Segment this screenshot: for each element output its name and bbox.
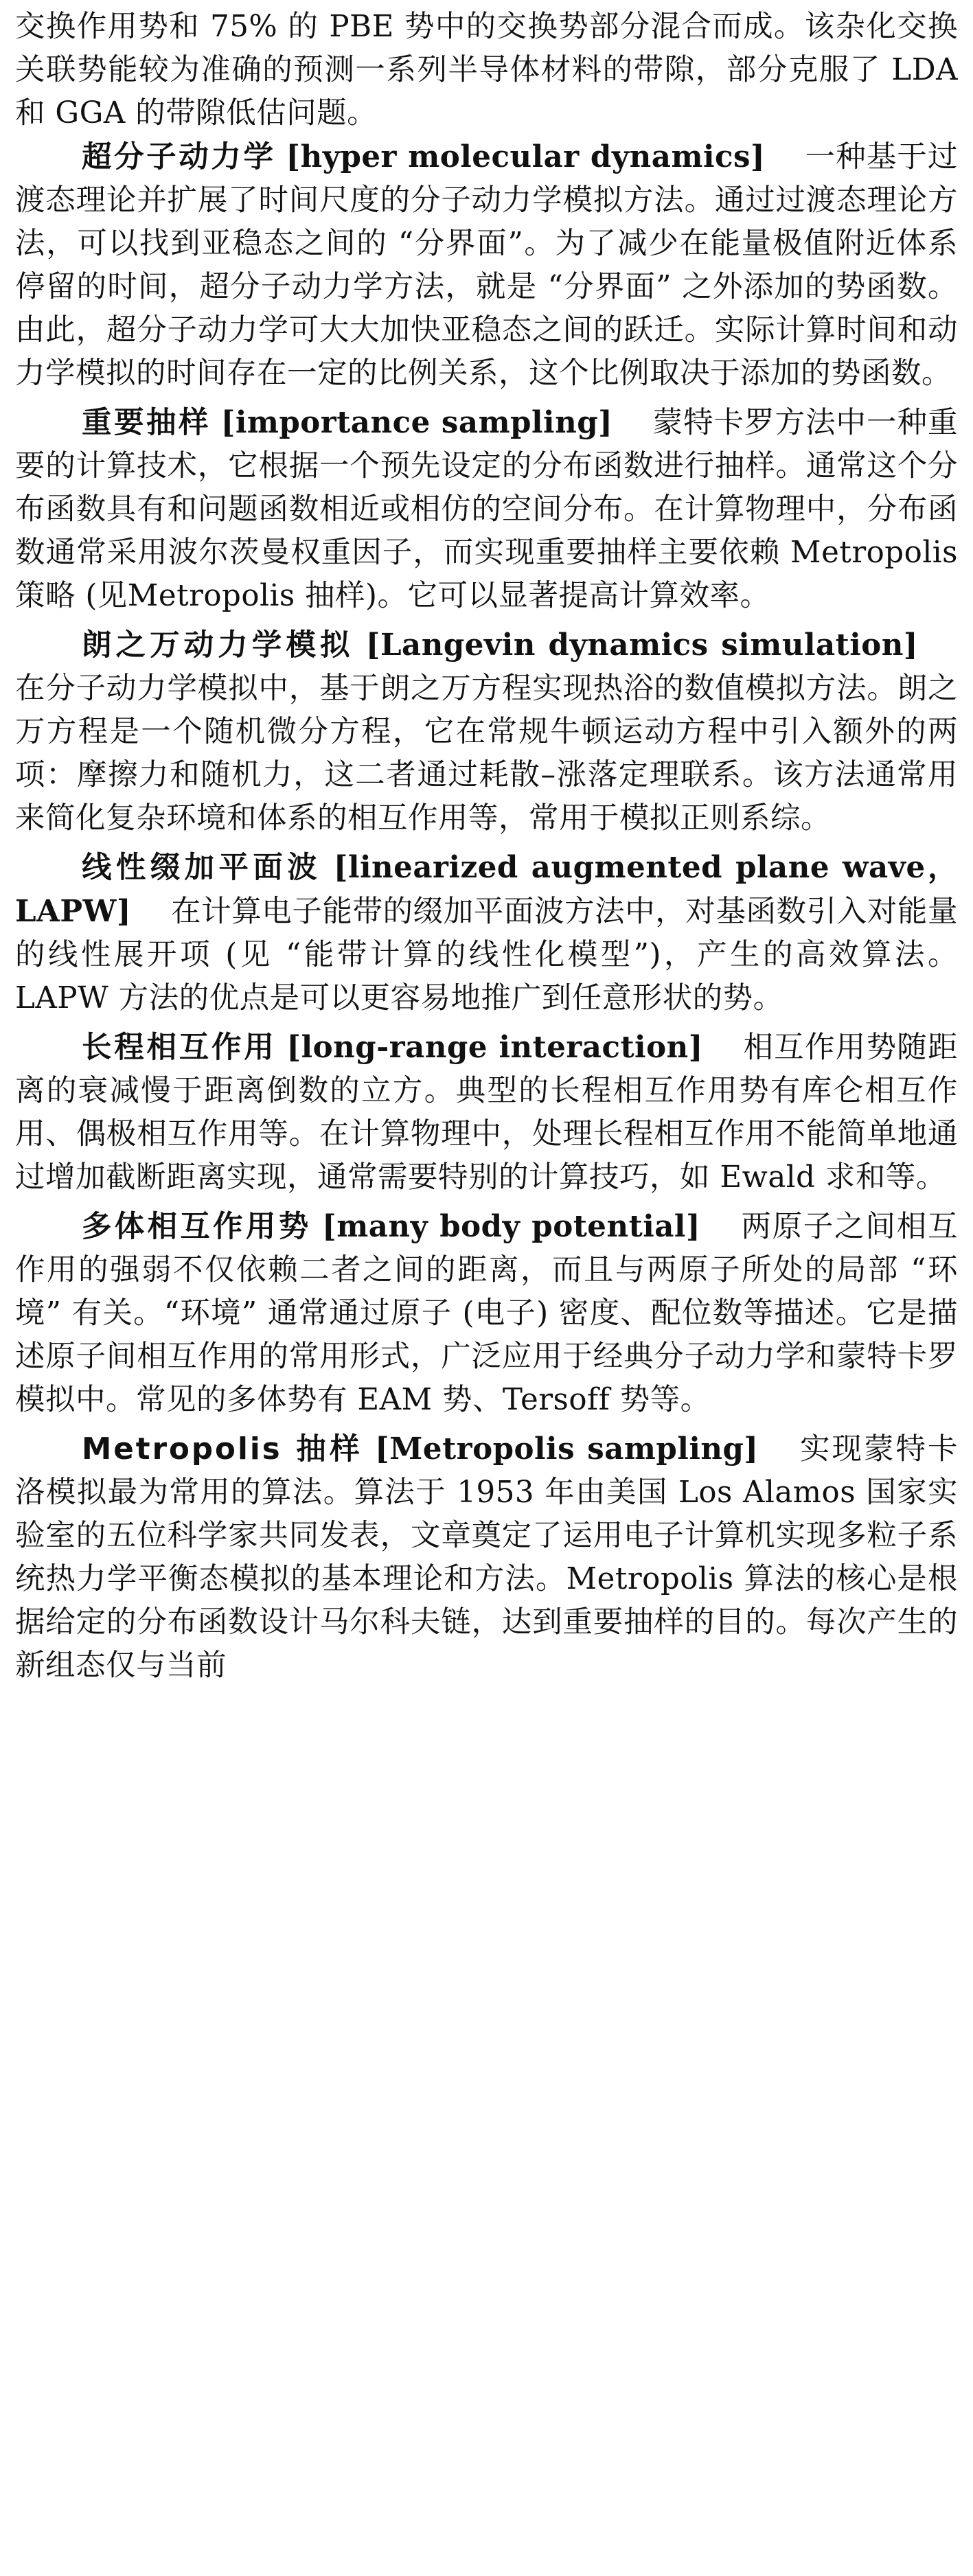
entry-term-zh: 朗之万动力学模拟 <box>82 628 354 663</box>
entry-definition: 两原子之间相互作用的强弱不仅依赖二者之间的距离，而且与两原子所处的局部 “环境” 有关。“环境” 通常通过原子 (电子) 密度、配位数等描述。它是描述原子间相互作用的常用形式，广泛应用于经典分子动力学和蒙特卡罗模拟中。常见的多体势有 EAM 势、Tersoff 势等。 <box>15 1210 959 1417</box>
entry-definition: 实现蒙特卡洛模拟最为常用的算法。算法于 1953 年由美国 Los Alamos 国家实验室的五位科学家共同发表，文章奠定了运用电子计算机实现多粒子系统热力学平衡态模拟的基本理论和方法。Metropolis 算法的核心是根据给定的分布函数设计马尔科夫链，达到重要抽样的目的。每次产生的新组态仅与当前 <box>15 1432 959 1683</box>
entry-term-zh: 线性缀加平面波 <box>82 851 322 885</box>
entry-hyper-molecular-dynamics <box>15 135 958 395</box>
entry-term-en: [importance sampling] <box>220 405 613 440</box>
entry-langevin-dynamics <box>15 623 958 840</box>
entry-definition: 在分子动力学模拟中，基于朗之万方程实现热浴的数值模拟方法。朗之万方程是一个随机微分方程，它在常规牛顿运动方程中引入额外的两项：摩擦力和随机力，这二者通过耗散–涨落定理联系。该方法通常用来简化复杂环境和体系的相互作用等，常用于模拟正则系综。 <box>15 671 958 836</box>
intro-paragraph: 交换作用势和 75% 的 PBE 势中的交换势部分混合而成。该杂化交换关联势能较为准确的预测一系列半导体材料的带隙，部分克服了 LDA 和 GGA 的带隙低估问题。 <box>15 10 958 130</box>
entry-term-en: [hyper molecular dynamics] <box>286 139 766 174</box>
entry-lapw <box>15 846 958 1020</box>
entry-term-en: [long-range interaction] <box>286 1030 703 1065</box>
entry-term-zh: 长程相互作用 <box>82 1031 277 1065</box>
entry-definition: 相互作用势随距离的衰减慢于距离倒数的立方。典型的长程相互作用势有库仑相互作用、偶极相互作用等。在计算物理中，处理长程相互作用不能简单地通过增加截断距离实现，通常需要特别的计算技巧，如 Ewald 求和等。 <box>15 1031 959 1195</box>
entry-definition: 在计算电子能带的缀加平面波方法中，对基函数引入对能量的线性展开项 (见 “能带计算的线性化模型”)，产生的高效算法。LAPW 方法的优点是可以更容易地推广到任意形状的势。 <box>15 895 958 1015</box>
entry-importance-sampling <box>15 401 958 618</box>
entry-term-zh: 多体相互作用势 <box>82 1210 312 1244</box>
entry-long-range-interaction <box>15 1026 958 1199</box>
entry-many-body-potential <box>15 1205 958 1422</box>
entry-term-en: [Metropolis sampling] <box>375 1431 759 1467</box>
entry-term-en: [Langevin dynamics simulation] <box>365 628 919 663</box>
entry-definition: 一种基于过渡态理论并扩展了时间尺度的分子动力学模拟方法。通过过渡态理论方法，可以找到亚稳态之间的 “分界面”。为了减少在能量极值附近体系停留的时间，超分子动力学方法，就是 “分界面” 之外添加的势函数。由此，超分子动力学可大大加快亚稳态之间的跃迁。实际计算时间和动力学模拟的时间存在一定的比例关系，这个比例取决于添加的势函数。 <box>15 140 959 391</box>
entry-term-zh: Metropolis 抽样 <box>82 1432 364 1467</box>
entry-term-en: [many body potential] <box>322 1209 701 1244</box>
entry-definition: 蒙特卡罗方法中一种重要的计算技术，它根据一个预先设定的分布函数进行抽样。通常这个分布函数具有和问题函数相近或相仿的空间分布。在计算物理中，分布函数通常采用波尔茨曼权重因子，而实现重要抽样主要依赖 Metropolis 策略 (见Metropolis 抽样)。它可以显著提高计算效率。 <box>15 406 958 613</box>
entry-metropolis-sampling <box>15 1427 958 1688</box>
entry-term-zh: 重要抽样 <box>82 406 211 440</box>
entry-term-en: [linearized augmented plane wave，LAPW] <box>15 850 959 929</box>
entry-term-zh: 超分子动力学 <box>82 140 276 174</box>
